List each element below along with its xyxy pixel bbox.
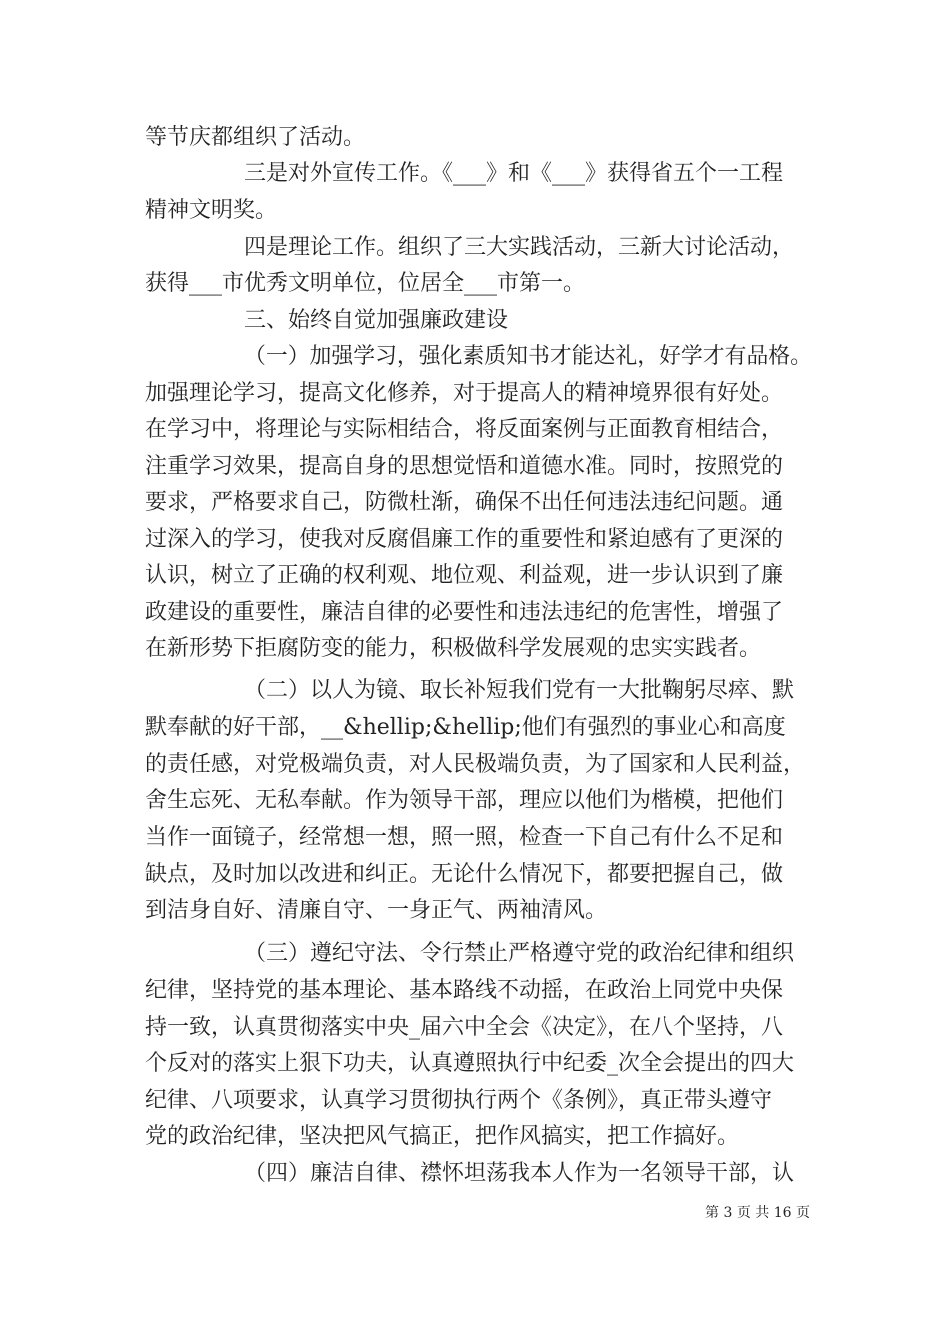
text-line: 纪律，坚持党的基本理论、基本路线不动摇，在政治上同党中央保 — [145, 978, 784, 1003]
section-heading: 三、始终自觉加强廉政建设 — [244, 308, 509, 333]
text-line: 的责任感，对党极端负责，对人民极端负责，为了国家和人民利益， — [145, 752, 806, 777]
text-line: 加强理论学习，提高文化修养，对于提高人的精神境界很有好处。 — [145, 381, 784, 406]
text-line: 要求，严格要求自己，防微杜渐，确保不出任何违法违纪问题。通 — [145, 490, 784, 515]
text-line: 四是理论工作。组织了三大实践活动，三新大讨论活动， — [244, 235, 795, 260]
text-line: 注重学习效果，提高自身的思想觉悟和道德水准。同时，按照党的 — [145, 454, 784, 479]
text-line: 认识，树立了正确的权利观、地位观、利益观，进一步认识到了廉 — [145, 563, 784, 588]
text-line: 政建设的重要性，廉洁自律的必要性和违法违纪的危害性，增强了 — [145, 600, 784, 625]
page-number-footer: 第 3 页 共 16 页 — [705, 1205, 810, 1221]
text-line: 持一致，认真贯彻落实中央_届六中全会《决定》，在八个坚持，八 — [145, 1015, 784, 1040]
text-line: 舍生忘死、无私奉献。作为领导干部，理应以他们为楷模，把他们 — [145, 788, 784, 813]
text-line: 三是对外宣传工作。《___》和《___》获得省五个一工程 — [244, 161, 784, 186]
text-line: 等节庆都组织了活动。 — [145, 125, 366, 150]
text-line: 默奉献的好干部，__&hellip;&hellip;他们有强烈的事业心和高度 — [145, 715, 786, 740]
text-line: 党的政治纪律，坚决把风气搞正，把作风搞实，把工作搞好。 — [145, 1124, 740, 1149]
text-line: （四）廉洁自律、襟怀坦荡我本人作为一名领导干部，认 — [244, 1161, 795, 1186]
text-line: 缺点，及时加以改进和纠正。无论什么情况下，都要把握自己，做 — [145, 862, 784, 887]
text-line: 个反对的落实上狠下功夫，认真遵照执行中纪委_次全会提出的四大 — [145, 1051, 795, 1076]
text-line: （三）遵纪守法、令行禁止严格遵守党的政治纪律和组织 — [244, 941, 795, 966]
text-line: 到洁身自好、清廉自守、一身正气、两袖清风。 — [145, 898, 608, 923]
text-line: 精神文明奖。 — [145, 198, 278, 223]
text-line: 在学习中，将理论与实际相结合，将反面案例与正面教育相结合， — [145, 417, 784, 442]
text-line: 获得___市优秀文明单位，位居全___市第一。 — [145, 271, 586, 296]
text-line: 当作一面镜子，经常想一想，照一照，检查一下自己有什么不足和 — [145, 825, 784, 850]
text-line: 纪律、八项要求，认真学习贯彻执行两个《条例》，真正带头遵守 — [145, 1088, 773, 1113]
text-line: （二）以人为镜、取长补短我们党有一大批鞠躬尽瘁、默 — [244, 678, 795, 703]
text-line: 过深入的学习，使我对反腐倡廉工作的重要性和紧迫感有了更深的 — [145, 527, 784, 552]
text-line: （一）加强学习，强化素质知书才能达礼，好学才有品格。 — [244, 344, 813, 369]
text-line: 在新形势下拒腐防变的能力，积极做科学发展观的忠实实践者。 — [145, 636, 762, 661]
